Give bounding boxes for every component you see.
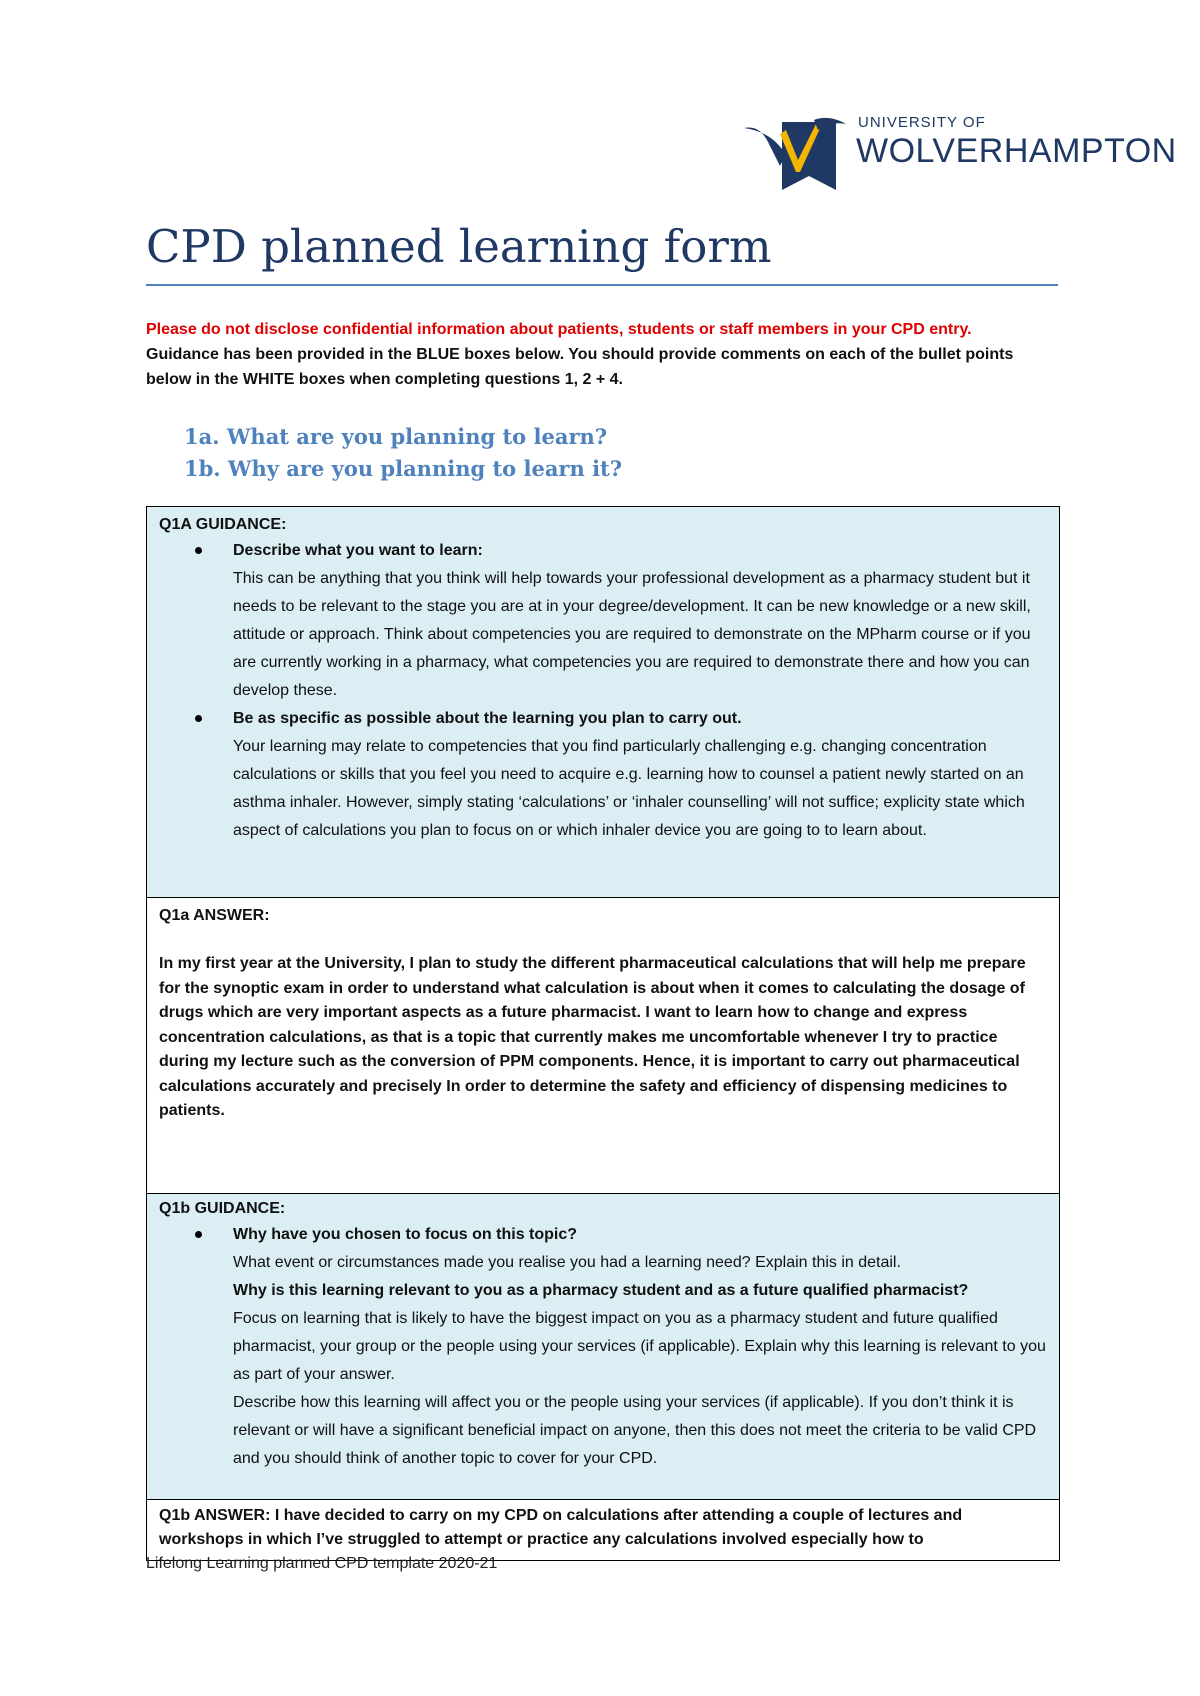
q1a-guidance-box (147, 507, 1059, 898)
bullet-title: Be as specific as possible about the learning you plan to carry out. (233, 710, 742, 727)
bullet-icon (195, 715, 202, 722)
bullet-text: Your learning may relate to competencies that you find particularly challenging e.g. changing concentration calculations or skills that you feel you need to acquire e.g. learning how to counsel a patient newly started on an asthma inhaler. However, simply stating ‘calculations’ or ‘inhaler counselling’ will not suffice; explicity state which aspect of calculations you plan to focus on or which inhaler device you are going to to learn about. (233, 738, 1025, 839)
bullet-icon (195, 1231, 202, 1238)
q1b-answer-box[interactable] (147, 1500, 1059, 1560)
page-footer: Lifelong Learning planned CPD template 2020-21 (146, 1555, 498, 1572)
logo-line-university-of: UNIVERSITY OF (858, 114, 986, 131)
q1a-guidance-label: Q1A GUIDANCE: (159, 516, 287, 533)
question-1b-heading: 1b. Why are you planning to learn it? (184, 456, 623, 481)
guidance-note: Guidance has been provided in the BLUE boxes below. You should provide comments on each of the bullet points below in the WHITE boxes when completing questions 1, 2 + 4. (146, 346, 1014, 388)
bullet-text: This can be anything that you think will help towards your professional development as a pharmacy student but it needs to be relevant to the stage you are at in your degree/development. It can be new knowledge or a new skill, attitude or approach. Think about competencies you are required to demonstrate on the MPharm course or if you are currently working in a pharmacy, what competencies you are required to demonstrate there and how you can develop these. (233, 570, 1031, 699)
list-item (159, 537, 1047, 705)
bullet-text: What event or circumstances made you realise you had a learning need? Explain this in detail. (233, 1254, 901, 1271)
university-crest-icon (740, 110, 850, 195)
cpd-form-table (146, 506, 1060, 1561)
q1b-answer-text[interactable]: Q1b ANSWER: I have decided to carry on my CPD on calculations after attending a couple of lectures and workshops in which I’ve struggled to attempt or practice any calculations involved especially how to (159, 1507, 963, 1548)
logo-line-wolverhampton: WOLVERHAMPTON (856, 132, 1177, 170)
title-divider (146, 284, 1058, 286)
list-item (159, 1221, 1047, 1473)
bullet-title: Describe what you want to learn: (233, 542, 483, 559)
confidentiality-warning: Please do not disclose confidential information about patients, students or staff members in your CPD entry. (146, 321, 972, 338)
q1b-guidance-box (147, 1194, 1059, 1500)
bullet-text: Focus on learning that is likely to have the biggest impact on you as a pharmacy student and future qualified pharmacist, your group or the people using your services (if applicable). Explain why this learning is relevant to you as part of your answer. (233, 1310, 1046, 1383)
list-item (159, 705, 1047, 845)
q1b-guidance-label: Q1b GUIDANCE: (159, 1200, 286, 1217)
q1b-guidance-list (159, 1221, 1047, 1473)
bullet-icon (195, 547, 202, 554)
q1a-guidance-list (159, 537, 1047, 845)
page-title: CPD planned learning form (146, 220, 772, 273)
bullet-subtitle: Why is this learning relevant to you as a pharmacy student and as a future qualified pharmacist? (233, 1282, 969, 1299)
q1a-answer-text[interactable]: In my first year at the University, I plan to study the different pharmaceutical calculations that will help me prepare for the synoptic exam in order to understand what calculation is about when it comes to calculating the dosage of drugs which are very important aspects as a future pharmacist. I want to learn how to change and express concentration calculations, as that is a topic that currently makes me uncomfortable whenever I try to practice during my lecture such as the conversion of PPM components. Hence, it is important to carry out pharmaceutical calculations accurately and precisely In order to determine the safety and efficiency of dispensing medicines to patients. (159, 955, 1026, 1119)
instructions (146, 317, 1058, 392)
q1a-answer-label: Q1a ANSWER: (159, 907, 270, 924)
q1a-answer-box[interactable] (147, 898, 1059, 1194)
university-logo (740, 110, 1177, 195)
bullet-text: Describe how this learning will affect you or the people using your services (if applicable). If you don’t think it is relevant or will have a significant beneficial impact on anyone, then this does not meet the criteria to be valid CPD and you should think of another topic to cover for your CPD. (233, 1394, 1037, 1467)
bullet-title: Why have you chosen to focus on this topic? (233, 1226, 578, 1243)
question-1a-heading: 1a. What are you planning to learn? (184, 424, 608, 449)
